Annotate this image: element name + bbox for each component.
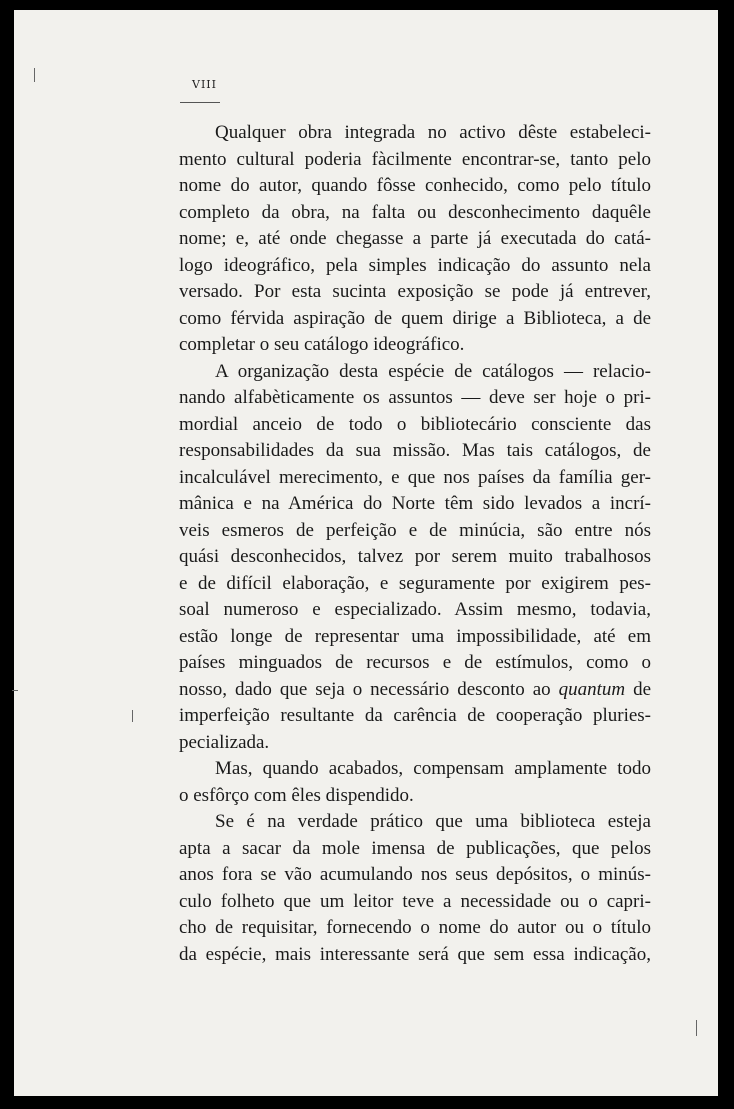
text-line: pecializada. <box>179 731 270 753</box>
text-line: nome; e, até onde chegasse a parte já executada do catá- <box>179 228 651 249</box>
text-run: de <box>625 678 652 700</box>
speck <box>12 690 18 691</box>
text-line: e de difícil elaboração, e seguramente por exigirem pes- <box>179 572 651 594</box>
speck <box>34 68 35 82</box>
italic-term: quantum <box>558 678 626 700</box>
text-line: apta a sacar da mole imensa de publicações, que pelos <box>179 837 651 859</box>
page-number: VIII <box>192 78 217 91</box>
text-line: logo ideográfico, pela simples indicação do assunto nela <box>179 254 651 276</box>
text-line: veis esmeros de perfeição e de minúcia, são entre nós <box>179 519 651 541</box>
speck <box>132 710 133 722</box>
speck <box>696 1020 697 1036</box>
text-run: nosso, dado que seja o necessário desconto ao <box>179 678 559 700</box>
text-line: como férvida aspiração de quem dirige a Biblioteca, a de <box>179 307 651 329</box>
text-line: mordial anceio de todo o bibliotecário consciente das <box>179 413 651 435</box>
text-line: A organização desta espécie de catálogos — relacio- <box>215 360 651 382</box>
body-text <box>179 120 651 968</box>
text-line: países minguados de recursos e de estímulos, como o <box>179 652 651 673</box>
text-line: Qualquer obra integrada no activo dêste estabeleci- <box>215 122 651 143</box>
text-line: nando alfabèticamente os assuntos — deve ser hoje o pri- <box>179 387 651 408</box>
text-line: Se é na verdade prático que uma biblioteca esteja <box>215 811 651 832</box>
text-line: versado. Por esta sucinta exposição se pode já entrever, <box>179 281 651 302</box>
text-line: mento cultural poderia fàcilmente encontrar-se, tanto pelo <box>179 148 651 170</box>
text-line-quantum <box>179 677 651 704</box>
text-line: completar o seu catálogo ideográfico. <box>179 334 465 355</box>
text-line: anos fora se vão acumulando nos seus depósitos, o minús- <box>179 864 651 885</box>
text-line: cho de requisitar, fornecendo o nome do autor ou o título <box>179 917 651 938</box>
text-line: Mas, quando acabados, compensam amplamente todo <box>215 758 651 779</box>
text-line: o esfôrço com êles dispendido. <box>179 784 414 806</box>
text-line: da espécie, mais interessante será que sem essa indicação, <box>179 943 651 965</box>
book-page <box>14 10 718 1096</box>
text-line: mânica e na América do Norte têm sido levados a incrí- <box>179 493 651 514</box>
header-rule <box>180 102 220 103</box>
text-line: nome do autor, quando fôsse conhecido, como pelo título <box>179 175 651 196</box>
text-line: incalculável merecimento, e que nos países da família ger- <box>179 466 651 488</box>
text-line: culo folheto que um leitor teve a necessidade ou o capri- <box>179 890 651 912</box>
text-line: imperfeição resultante da carência de cooperação pluries- <box>179 705 651 726</box>
text-line: quási desconhecidos, talvez por serem muito trabalhosos <box>179 546 651 567</box>
text-line: responsabilidades da sua missão. Mas tais catálogos, de <box>179 440 651 461</box>
text-line: soal numeroso e especializado. Assim mesmo, todavia, <box>179 599 651 620</box>
text-line: completo da obra, na falta ou desconhecimento daquêle <box>179 201 651 223</box>
text-line: estão longe de representar uma impossibilidade, até em <box>179 625 651 647</box>
